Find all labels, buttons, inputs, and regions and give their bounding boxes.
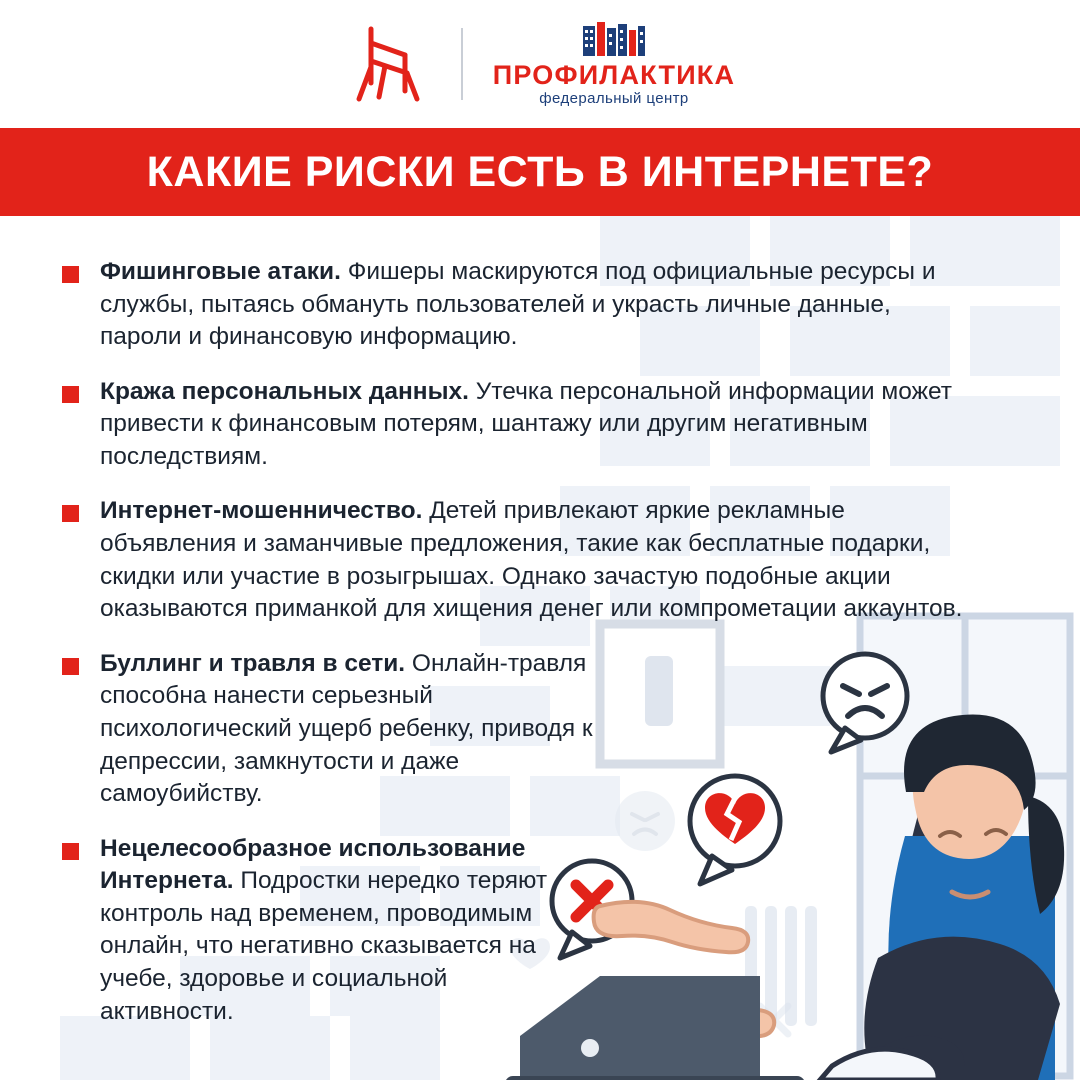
red-chair-icon [345,21,431,107]
risk-paragraph [100,256,970,354]
bullet-icon [62,505,79,522]
logo-divider [461,28,463,100]
risk-lead: Кража персональных данных. [100,377,469,405]
risk-body: Утечка персональной информации может привести к финансовым потерям, шантажу или другим негативным последствиям. [100,377,953,470]
risk-paragraph [100,376,970,474]
risk-paragraph [100,833,570,1028]
risk-lead: Интернет-мошенничество. [100,497,423,525]
building-grid-icon [583,22,645,56]
risk-lead: Нецелесообразное использование Интернета. [100,834,526,895]
logo-bar [0,0,1080,128]
logo-title: ПРОФИЛАКТИКА [492,60,736,90]
risk-paragraph [100,648,600,811]
bullet-icon [62,386,79,403]
list-item [62,376,1080,474]
risk-lead: Буллинг и травля в сети. [100,649,406,677]
risk-body: Фишеры маскируются под официальные ресурсы и службы, пытаясь обмануть пользователей и украсть личные данные, пароли и финансовую информацию. [100,258,936,351]
list-item [62,256,1080,354]
list-item [62,495,1080,625]
risk-lead: Фишинговые атаки. [100,258,341,285]
bullet-icon [62,843,79,860]
list-item [62,648,1080,811]
page-title: КАКИЕ РИСКИ ЕСТЬ В ИНТЕРНЕТЕ? [146,147,934,196]
logo-text-block [493,22,735,106]
risk-body: Онлайн-травля способна нанести серьезный психологический ущерб ребенку, приводя к депрессии, замкнутости и даже самоубийству. [100,649,593,808]
list-item [62,833,1080,1028]
logo-subtitle: федеральный центр [539,90,689,107]
bullet-icon [62,658,79,675]
risk-list [0,216,1080,1080]
risk-body: Детей привлекают яркие рекламные объявления и заманчивые предложения, такие как бесплатные подарки, скидки или участие в розыгрышах. Однако зачастую подобные акции оказываются приманкой для хищения денег или компрометации аккаунтов. [100,497,963,623]
risk-body: Подростки нередко теряют контроль над временем, проводимым онлайн, что негативно сказывается на учебе, здоровье и социальной активности. [100,867,548,1025]
title-band [0,128,1080,216]
risk-paragraph [100,495,970,625]
bullet-icon [62,266,79,283]
